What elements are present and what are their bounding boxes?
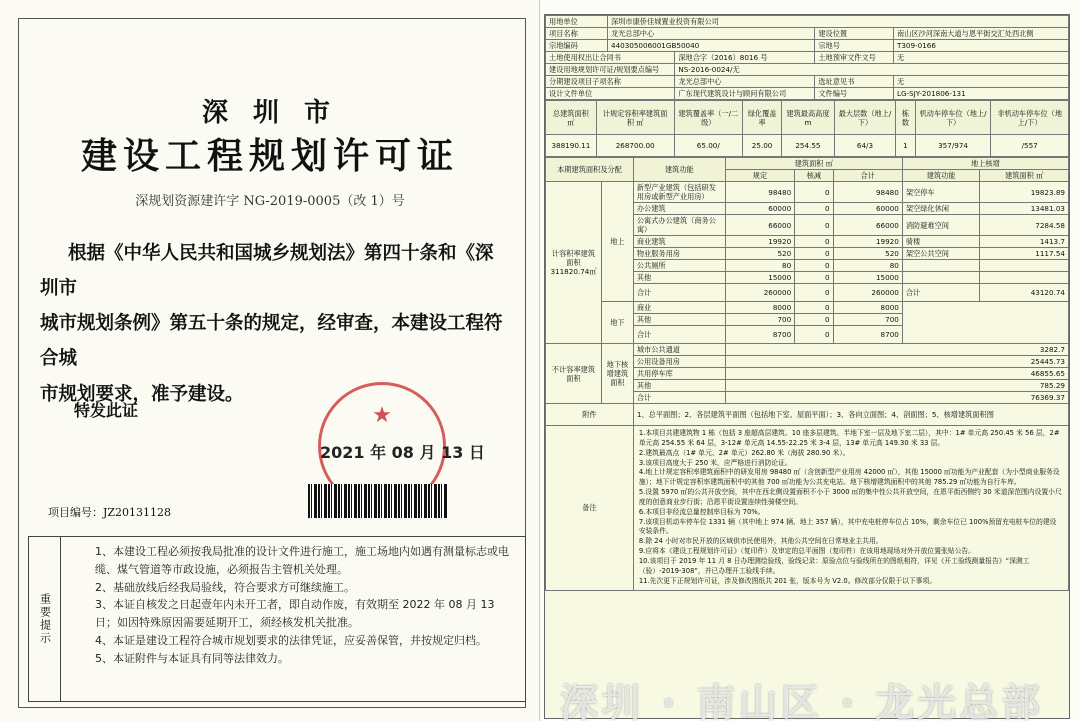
metric-head: 总建筑面积 ㎡	[546, 101, 597, 135]
area-cell: 8700	[833, 326, 902, 344]
project-number: 项目编号：JZ20131128	[48, 506, 172, 519]
value-parcel-code: 440305006001GB50040	[608, 40, 815, 52]
area-row-name: 新型产业建筑（包括研发用房或新型产业用房）	[633, 182, 725, 203]
area-cell: 13481.03	[980, 203, 1069, 215]
area-row-name: 办公建筑	[633, 203, 725, 215]
remark-item: 7.该项目机动车停车位 1331 辆（其中地上 974 辆、地上 357 辆），其中充电桩停车位占 10%，剩余车位已 100%预留充电桩车位的建设安装条件。	[638, 517, 1057, 536]
area-cell: 260000	[833, 284, 902, 302]
area-subhead: 核减	[795, 170, 833, 182]
remark-item: 9.应将本《建设工程规划许可证》（复印件）及审定的总平面图（复印件）在该用地现场对外开放位置张贴公告。	[638, 547, 975, 556]
area-cell: 25445.73	[725, 356, 1068, 368]
body-line-3: 市规划要求，准予建设。	[40, 383, 244, 405]
remarks-text	[633, 426, 1068, 591]
label-site-opinion: 选址意见书	[815, 76, 894, 88]
area-cell: 98480	[725, 182, 794, 203]
area-head: 地上核增	[902, 158, 1068, 170]
area-subhead: 建筑功能	[902, 170, 980, 182]
area-row-name: 商业建筑	[633, 236, 725, 248]
note-item: 1、本建设工程必须按我局批准的设计文件进行施工，施工场地内如遇有测量标志或电缆、煤气管道等市政设施，必须报告主管机关处理。	[95, 545, 509, 576]
value-location: 南山区沙河深南大道与恩平街交汇处西北侧	[893, 28, 1068, 40]
value-parcel-no: T309-0166	[893, 40, 1068, 52]
area-cell: 66000	[833, 215, 902, 236]
value-project-name: 龙光总部中心	[608, 28, 815, 40]
body-line-1: 根据《中华人民共和国城乡规划法》第四十条和《深圳市	[40, 243, 494, 300]
area-cell: 0	[795, 314, 833, 326]
metrics-table	[545, 100, 1069, 157]
area-row-name: 公寓式办公建筑（商务公寓）	[633, 215, 725, 236]
area-cell: 0	[795, 203, 833, 215]
metric-head: 最大层数（地上/下）	[834, 101, 895, 135]
metric-value: /557	[991, 135, 1069, 157]
above-ground-label: 地上	[602, 182, 634, 302]
area-cell: 80	[833, 260, 902, 272]
metric-value: 357/974	[915, 135, 991, 157]
certificate-body	[40, 236, 510, 412]
metric-value: 254.55	[782, 135, 835, 157]
certificate-number: 深规划资源建许字 NG-2019-0005（改 1）号	[135, 194, 405, 209]
area-cell: 700	[725, 314, 794, 326]
area-row-name: 城市公共通道	[633, 344, 725, 356]
area-cell: 0	[795, 215, 833, 236]
label-land-contract: 土地使用权出让合同书	[546, 52, 675, 64]
metric-head: 建筑覆盖率（一/二级）	[674, 101, 743, 135]
label-design-unit: 设计文件单位	[546, 88, 675, 100]
label-parcel-code: 宗地编码	[546, 40, 608, 52]
area-cell: 520	[725, 248, 794, 260]
area-empty-cell	[902, 302, 1068, 344]
label-parcel-no: 宗地号	[815, 40, 894, 52]
nonfar-label: 不计容率建筑面积	[546, 344, 602, 404]
barcode	[308, 484, 448, 518]
nonfar-sub-label: 地下核增建筑面积	[602, 344, 634, 404]
remark-item: 1.本项目共建建筑物 1 栋（包括 3 座超高层建筑、10 座多层建筑、半地下室一层及地下室二层），其中：1# 单元高 250.45 米 56 层，2# 单元高 254.55 米 64 层，3-12# 单元高 14.55-22.25 米 3-4 层，13# 单元高 149.30 米 33 层。	[638, 429, 1060, 447]
area-cell: 0	[795, 284, 833, 302]
area-cell: 700	[833, 314, 902, 326]
area-cell: 架空停车	[902, 182, 980, 203]
area-sum-label: 合计	[633, 284, 725, 302]
area-cell: 0	[795, 236, 833, 248]
area-cell: 19920	[833, 236, 902, 248]
watermark-text: 深圳 · 南山区 · 龙光总部	[560, 681, 1044, 721]
area-table	[545, 157, 1069, 591]
area-cell: 架空公共空间	[902, 248, 980, 260]
metric-head: 建筑最高高度 m	[782, 101, 835, 135]
area-cell: 0	[795, 326, 833, 344]
label-file-no: 文件编号	[815, 88, 894, 100]
value-land-contract: 深地合字（2016）8016 号	[675, 52, 815, 64]
note-item: 5、本证附件与本证具有同等法律效力。	[95, 651, 289, 665]
remark-item: 11.先次更下正规划许可证，涉及修改图纸共 201 张，版本号为 V2.0。修改部分仅限于以下事项。	[638, 576, 937, 585]
area-cell: 19920	[725, 236, 794, 248]
area-sum-label: 合计	[633, 392, 725, 404]
certificate-title: 建设工程规划许可证	[80, 136, 459, 177]
remark-item: 2.建筑最高点（1# 单元、2# 单元）262.80 米（海拔 280.90 米）。	[638, 448, 850, 457]
area-cell: 7284.58	[980, 215, 1069, 236]
area-cell: 43120.74	[980, 284, 1069, 302]
seal-star-icon: ★	[372, 403, 392, 428]
remark-item: 10.该项目于 2019 年 11 月 8 日办理测绘验线，验线记录：原验点位与验线所在的图纸相符，详见《开工验线测量报告》“深测工（验）-2019-308”，并已办理开工验线手续。	[638, 556, 1030, 575]
metric-value: 388190.11	[546, 135, 597, 157]
area-row-name: 物业服务用房	[633, 248, 725, 260]
remark-item: 5.设置 5970 ㎡的公共开放空间，其中在西北侧设置面积不小于 3000 ㎡的集中性公共开放空间，在恩平街西侧约 30 米道深范围内设置小尺度的创意商业步行街；沿恩平街设置连续性骑楼空间。	[638, 488, 1062, 506]
area-row-name: 其他	[633, 314, 725, 326]
value-phase-name: 龙光总部中心	[675, 76, 815, 88]
area-row-name: 其他	[633, 272, 725, 284]
area-cell: 合计	[902, 284, 980, 302]
remark-item: 8.除 24 小时对市民开放的区域供市民使用外，其他公共空间在日常地业主共用。	[638, 537, 883, 546]
label-project-name: 项目名称	[546, 28, 608, 40]
area-subhead: 合计	[833, 170, 902, 182]
area-cell: 消防避难空间	[902, 215, 980, 236]
area-cell: 0	[795, 248, 833, 260]
area-cell: 76369.37	[725, 392, 1068, 404]
label-land-unit: 用地单位	[546, 16, 608, 28]
area-row-name: 公用设备用房	[633, 356, 725, 368]
far-label: 计容积率建筑面积 311820.74㎡	[546, 182, 602, 344]
metric-value: 268700.00	[596, 135, 674, 157]
area-cell: 785.29	[725, 380, 1068, 392]
area-cell: 骑楼	[902, 236, 980, 248]
metric-value: 64/3	[834, 135, 895, 157]
value-design-unit: 广东现代建筑设计与顾问有限公司	[675, 88, 815, 100]
city-heading: 深 圳 市	[201, 98, 339, 128]
area-cell: 520	[833, 248, 902, 260]
area-cell: 8000	[725, 302, 794, 314]
notes-list	[61, 537, 525, 701]
metric-head: 机动车停车位（地上/下）	[915, 101, 991, 135]
area-head: 建筑面积 ㎡	[725, 158, 902, 170]
area-cell: 0	[795, 182, 833, 203]
area-cell: 15000	[725, 272, 794, 284]
label-phase-name: 分期建设项目子项名称	[546, 76, 675, 88]
value-land-unit: 深圳市康侨佳城置业投资有限公司	[608, 16, 1069, 28]
value-planning-permit: NS-2016-0024/无	[675, 64, 1069, 76]
area-cell	[980, 272, 1069, 284]
special-issue-text: 特发此证	[74, 401, 139, 420]
area-cell: 8000	[833, 302, 902, 314]
area-cell: 46855.65	[725, 368, 1068, 380]
remark-item: 4.地上计规定容积率建筑面积中的研发用房 98480 ㎡（含创新型产业用房 42000 ㎡），其他 15000 ㎡功能为产业配套（为小型商业服务设施）；地下计规定容积率建筑面积中的其他 700 ㎡功能为公共充电站。地下核增建筑面积中的其他 785.29 ㎡功能为自行车库。	[638, 468, 1060, 487]
attachment-text: 1、总平面图；2、各层建筑平面图（包括地下室、屋面平面）；3、各向立面图；4、剖面图；5、核增建筑面积图	[633, 404, 1068, 426]
body-line-2: 城市规划条例》第五十条的规定，经审查，本建设工程符合城	[40, 313, 503, 370]
area-row-name: 其他	[633, 380, 725, 392]
area-cell: 260000	[725, 284, 794, 302]
info-table	[545, 15, 1069, 100]
certificate-attachment-form	[544, 14, 1070, 719]
area-head: 建筑功能	[633, 158, 725, 182]
remarks-label: 备注	[546, 426, 634, 591]
area-head: 本期建筑面积及分配	[546, 158, 634, 182]
metric-head: 栋数	[896, 101, 916, 135]
note-item: 2、基础放线后经我局验线，符合要求方可继续施工。	[95, 580, 355, 594]
area-sum-label: 合计	[633, 326, 725, 344]
issue-date: 2021 年 08 月 13 日	[320, 443, 485, 462]
label-planning-permit: 建设用地规划许可证/规划要点编号	[546, 64, 675, 76]
metric-value: 1	[896, 135, 916, 157]
area-subhead: 建筑面积 ㎡	[980, 170, 1069, 182]
area-cell: 19823.89	[980, 182, 1069, 203]
metric-head: 非机动车停车位（地上/下）	[991, 101, 1069, 135]
value-pre-review: 无	[893, 52, 1068, 64]
area-cell: 3282.7	[725, 344, 1068, 356]
metric-value: 25.00	[743, 135, 782, 157]
area-cell: 1117.54	[980, 248, 1069, 260]
area-cell: 15000	[833, 272, 902, 284]
label-location: 建设位置	[815, 28, 894, 40]
area-cell: 60000	[725, 203, 794, 215]
remark-item: 3.该项目高度大于 250 米，应严格进行消防论证。	[638, 458, 792, 467]
note-item: 4、本证是建设工程符合城市规划要求的法律凭证，应妥善保管，并按规定归档。	[95, 634, 487, 648]
notes-label: 重要提示	[29, 537, 61, 701]
area-cell: 0	[795, 272, 833, 284]
area-row-name: 公共厕所	[633, 260, 725, 272]
area-cell: 0	[795, 260, 833, 272]
important-notes	[28, 536, 526, 702]
area-cell	[980, 260, 1069, 272]
remark-item: 6.本项目非经流总量控制率目标为 70%。	[638, 507, 765, 516]
area-cell: 80	[725, 260, 794, 272]
value-file-no: LG-SJY-201806-131	[893, 88, 1068, 100]
area-subhead: 规定	[725, 170, 794, 182]
area-cell	[902, 272, 980, 284]
area-cell: 66000	[725, 215, 794, 236]
area-row-name: 共用停车库	[633, 368, 725, 380]
value-site-opinion: 无	[893, 76, 1068, 88]
attachment-label: 附件	[546, 404, 634, 426]
area-cell: 60000	[833, 203, 902, 215]
note-item: 3、本证自核发之日起壹年内未开工者，即自动作废，有效期至 2022 年 08 月 13 日；如因特殊原因需要延期开工，须经核发机关批准。	[95, 598, 495, 630]
metric-value: 65.00/	[674, 135, 743, 157]
area-row-name: 商业	[633, 302, 725, 314]
metric-head: 计规定容积率建筑面积 ㎡	[596, 101, 674, 135]
area-cell: 架空绿化休闲	[902, 203, 980, 215]
area-cell	[902, 260, 980, 272]
area-cell: 8700	[725, 326, 794, 344]
area-cell: 1413.7	[980, 236, 1069, 248]
area-cell: 0	[795, 302, 833, 314]
label-pre-review: 土地预审文件文号	[815, 52, 894, 64]
metric-head: 绿化覆盖率	[743, 101, 782, 135]
area-cell: 98480	[833, 182, 902, 203]
below-ground-label: 地下	[602, 302, 634, 344]
